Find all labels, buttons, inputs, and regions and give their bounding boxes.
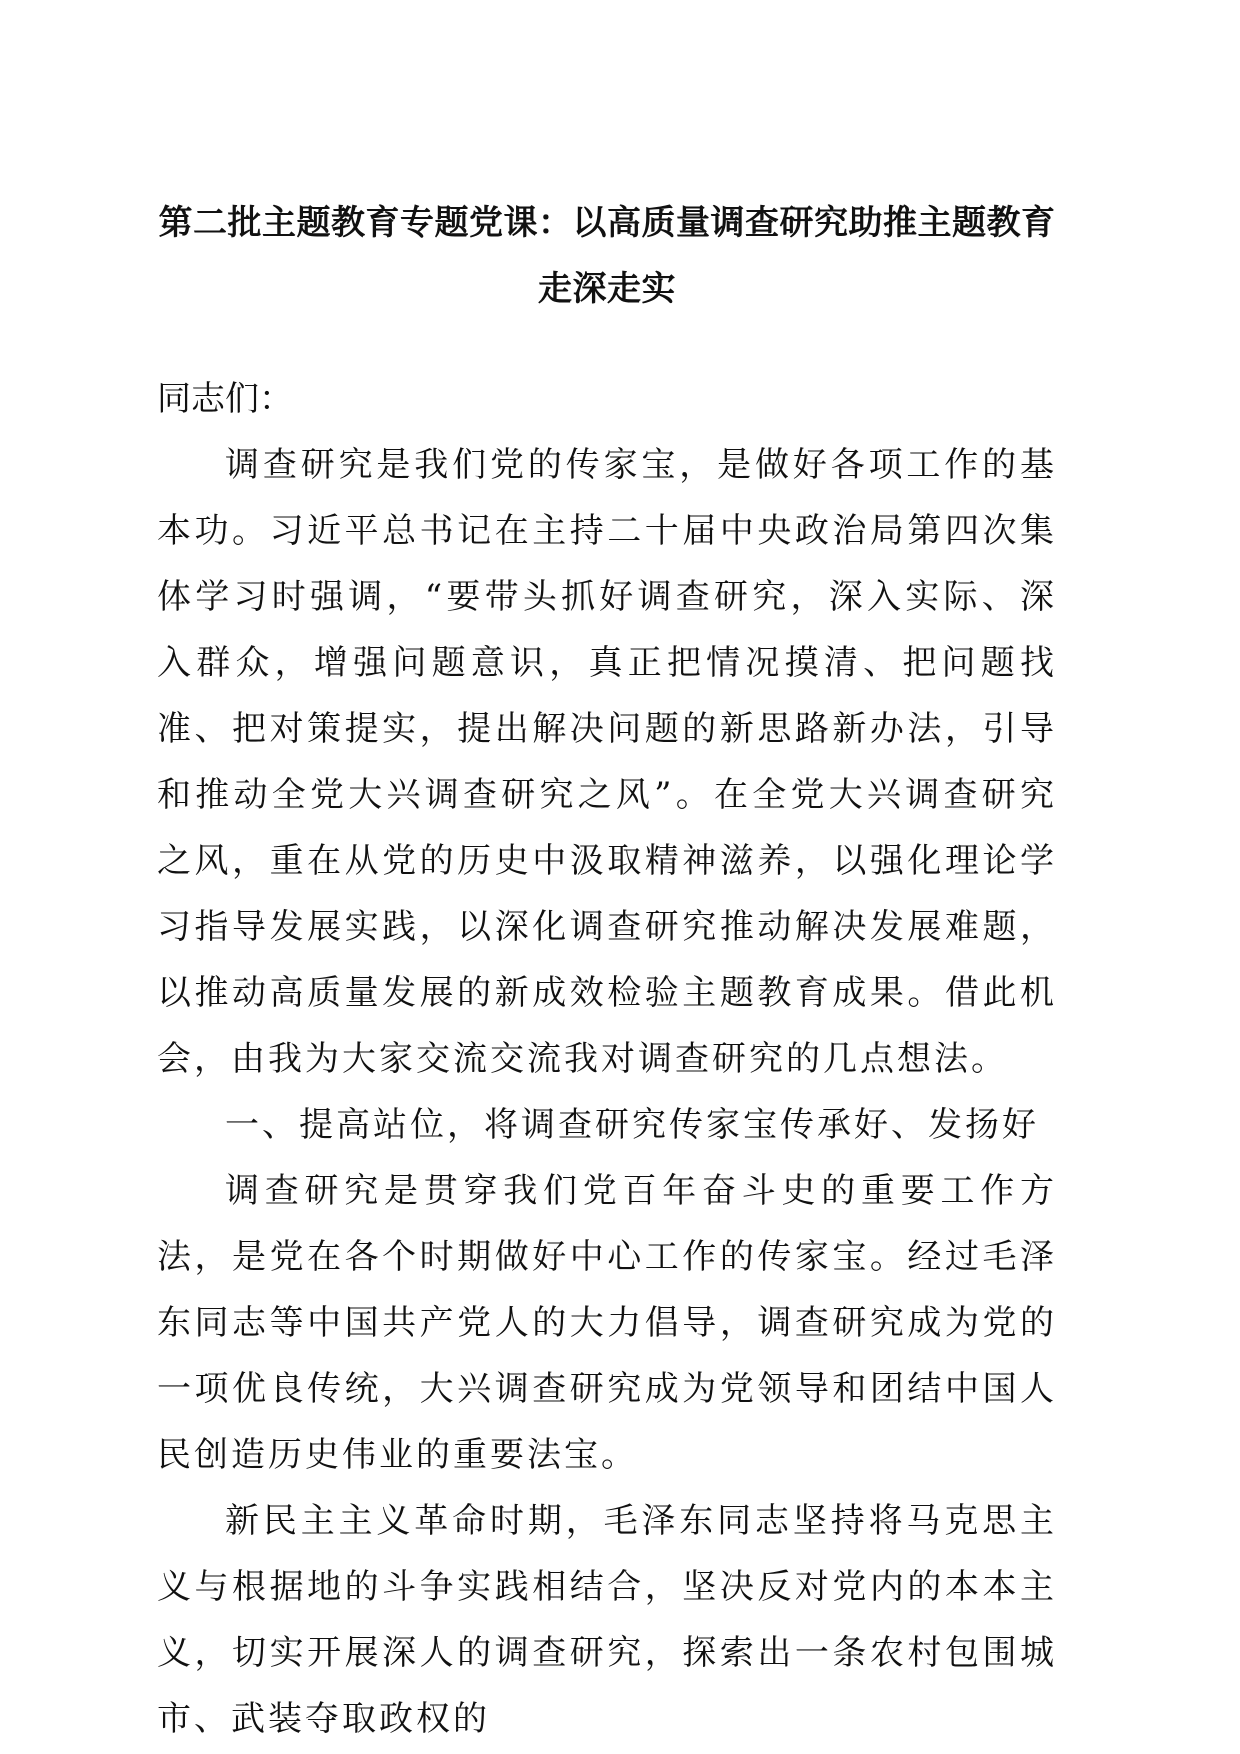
- salutation: 同志们：: [157, 379, 293, 419]
- paragraph-revolution: 新民主主义革命时期，毛泽东同志坚持将马克思主义与根据地的斗争实践相结合，坚决反对党内的本本主义，切实开展深人的调查研究，探索出一条农村包围城市、武装夺取政权的: [157, 1501, 1057, 1739]
- document-page: [157, 190, 1057, 1752]
- paragraph-tradition: 调查研究是贯穿我们党百年奋斗史的重要工作方法，是党在各个时期做好中心工作的传家宝。经过毛泽东同志等中国共产党人的大力倡导，调查研究成为党的一项优良传统，大兴调查研究成为党领导和团结中国人民创造历史伟业的重要法宝。: [157, 1171, 1057, 1475]
- document-title: 第二批主题教育专题党课：以高质量调查研究助推主题教育走深走实: [158, 203, 1056, 309]
- paragraph-intro: 调查研究是我们党的传家宝，是做好各项工作的基本功。习近平总书记在主持二十届中央政治局第四次集体学习时强调，“要带头抓好调查研究，深入实际、深入群众，增强问题意识，真正把情况摸清、把问题找准、把对策提实，提出解决问题的新思路新办法，引导和推动全党大兴调查研究之风”。在全党大兴调查研究之风，重在从党的历史中汲取精神滋养，以强化理论学习指导发展实践，以深化调查研究推动解决发展难题，以推动高质量发展的新成效检验主题教育成果。借此机会，由我为大家交流交流我对调查研究的几点想法。: [157, 445, 1057, 1079]
- section-heading-1: 一、提高站位，将调查研究传家宝传承好、发扬好: [225, 1105, 1039, 1145]
